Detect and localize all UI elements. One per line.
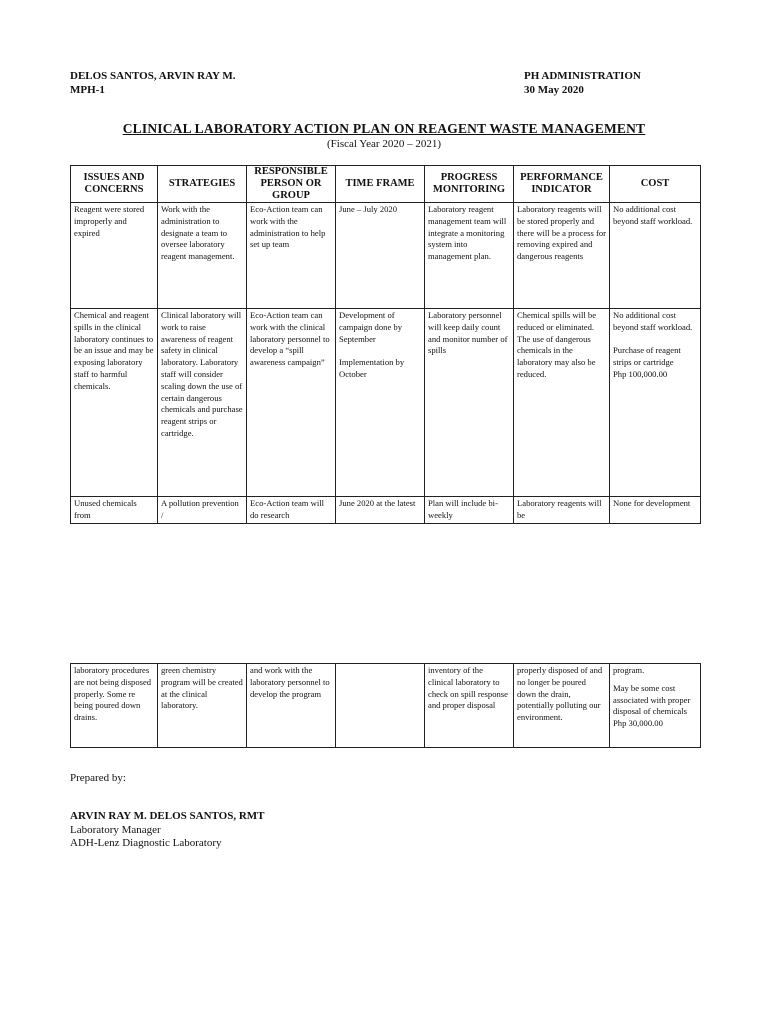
cell-progress: inventory of the clinical laboratory to check on spill response and proper disposal <box>425 664 514 748</box>
document-date: 30 May 2020 <box>524 84 584 96</box>
cell-indicator: Chemical spills will be reduced or eliminated. The use of dangerous chemicals in the laboratory may also be reduced. <box>514 309 610 497</box>
cost-item: May be some cost associated with proper disposal of chemicals <box>613 682 691 717</box>
course-block <box>524 69 641 97</box>
table-row <box>71 497 701 524</box>
cell-strategies: Work with the administration to designate a team to oversee laboratory reagent management. <box>158 203 247 309</box>
cell-progress: Laboratory reagent management team will integrate a monitoring system into management plan. <box>425 203 514 309</box>
cell-progress: Laboratory personnel will keep daily count and monitor number of spills <box>425 309 514 497</box>
cost-amount: Php 100,000.00 <box>613 368 668 379</box>
cost-note: No additional cost beyond staff workload. <box>613 310 693 332</box>
cell-cost: No additional cost beyond staff workload. <box>610 203 701 309</box>
course-name: PH ADMINISTRATION <box>524 70 641 82</box>
header-strategies: STRATEGIES <box>158 166 247 203</box>
cell-issues: laboratory procedures are not being disposed properly. Some re being poured down drains. <box>71 664 158 748</box>
cell-timeframe: June – July 2020 <box>336 203 425 309</box>
timeframe-implementation: Implementation by October <box>339 357 405 379</box>
cell-timeframe <box>336 309 425 497</box>
cell-timeframe <box>336 664 425 748</box>
preparer-position: Laboratory Manager <box>70 823 161 836</box>
cell-cost <box>610 309 701 497</box>
header-indicator: PERFORMANCE INDICATOR <box>514 166 610 203</box>
cell-responsible: and work with the laboratory personnel to develop the program <box>247 664 336 748</box>
preparer-block <box>70 810 265 851</box>
cell-indicator: Laboratory reagents will be <box>514 497 610 524</box>
cell-cost <box>610 664 701 748</box>
action-plan-table <box>70 165 701 524</box>
author-program: MPH-1 <box>70 84 105 96</box>
table-header-row <box>71 166 701 203</box>
timeframe-development: Development of campaign done by September <box>339 310 403 344</box>
cost-amount: Php 30,000.00 <box>613 718 663 729</box>
header-cost: COST <box>610 166 701 203</box>
action-plan-table-continued <box>70 663 701 748</box>
header-issues: ISSUES AND CONCERNS <box>71 166 158 203</box>
cell-progress: Plan will include bi-weekly <box>425 497 514 524</box>
cell-issues: Unused chemicals from <box>71 497 158 524</box>
document-title: CLINICAL LABORATORY ACTION PLAN ON REAGENT WASTE MANAGEMENT <box>122 121 646 136</box>
preparer-name: ARVIN RAY M. DELOS SANTOS, RMT <box>70 810 265 822</box>
cost-note: program. <box>613 665 645 675</box>
table-row <box>71 664 701 748</box>
document-subtitle: (Fiscal Year 2020 – 2021) <box>327 138 441 150</box>
cell-responsible: Eco-Action team can work with the administration to help set up team <box>247 203 336 309</box>
cell-indicator: Laboratory reagents will be stored properly and there will be a process for removing expired and dangerous reagents <box>514 203 610 309</box>
cell-responsible: Eco-Action team can work with the clinical laboratory personnel to develop a “spill awareness campaign” <box>247 309 336 497</box>
cell-timeframe: June 2020 at the latest <box>336 497 425 524</box>
cell-issues: Chemical and reagent spills in the clinical laboratory continues to be an issue and may be exposing laboratory staff to harmful chemicals. <box>71 309 158 497</box>
header-timeframe: TIME FRAME <box>336 166 425 203</box>
cell-strategies: green chemistry program will be created at the clinical laboratory. <box>158 664 247 748</box>
cell-strategies: A pollution prevention / <box>158 497 247 524</box>
cell-responsible: Eco-Action team will do research <box>247 497 336 524</box>
header-responsible: RESPONSIBLE PERSON OR GROUP <box>247 166 336 203</box>
cell-cost: None for development <box>610 497 701 524</box>
preparer-organization: ADH-Lenz Diagnostic Laboratory <box>70 837 222 849</box>
prepared-by-label: Prepared by: <box>70 772 126 784</box>
author-name: DELOS SANTOS, ARVIN RAY M. <box>70 70 236 82</box>
cost-item: Purchase of reagent strips or cartridge <box>613 345 681 368</box>
table-row <box>71 203 701 309</box>
cell-issues: Reagent were stored improperly and expired <box>71 203 158 309</box>
header-progress: PROGRESS MONITORING <box>425 166 514 203</box>
cell-strategies: Clinical laboratory will work to raise awareness of reagent safety in clinical laboratory. Laboratory staff will consider scaling down the use of certain dangerous chemicals and purchase reagent strips or cartridge. <box>158 309 247 497</box>
table-row <box>71 309 701 497</box>
cell-indicator: properly disposed of and no longer be poured down the drain, potentially polluting our environment. <box>514 664 610 748</box>
author-block <box>70 69 235 97</box>
